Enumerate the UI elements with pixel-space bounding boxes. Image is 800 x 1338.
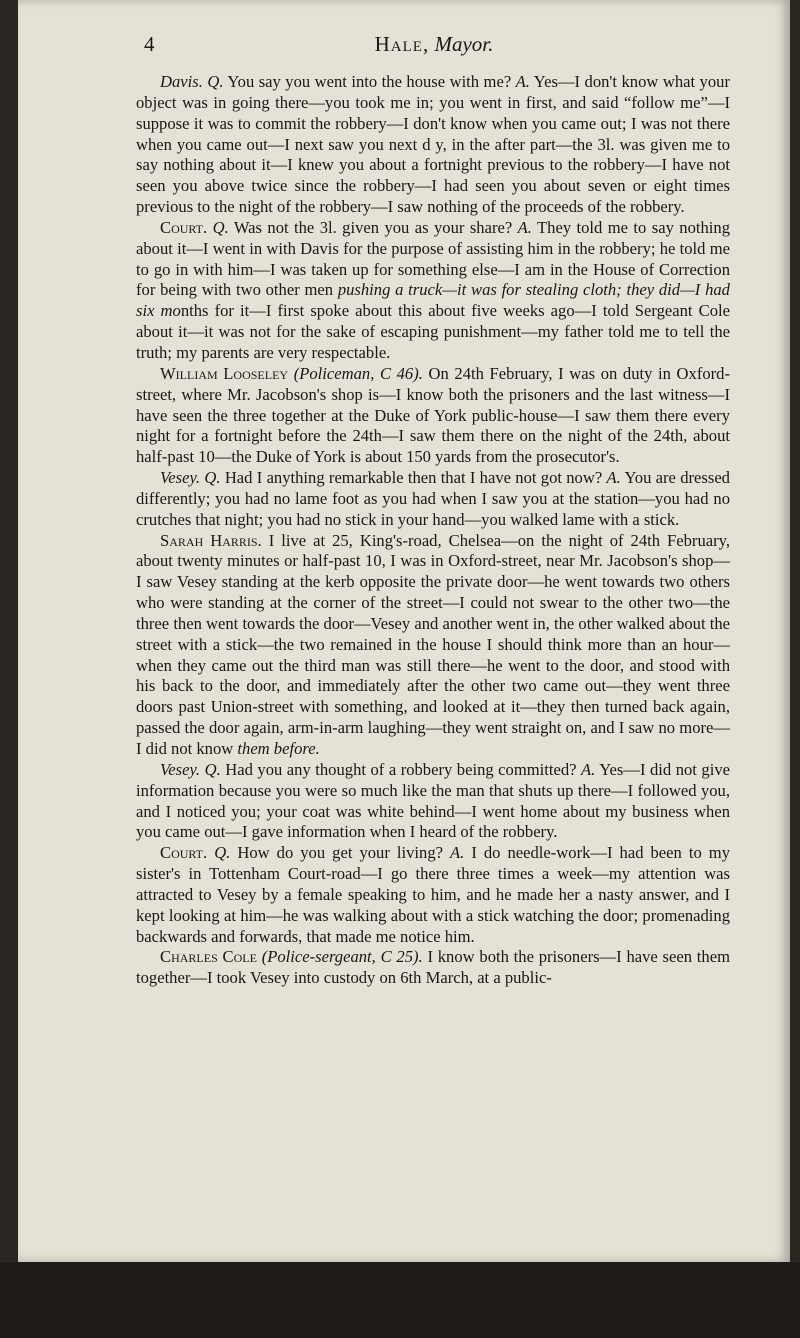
question-marker: Q. (214, 843, 231, 863)
witness-name: Sarah Harris. (160, 530, 262, 550)
speaker: Davis. (160, 72, 203, 91)
question-text: Had you any thought of a robbery being committed? (220, 759, 582, 779)
answer-marker: A. (515, 72, 530, 91)
paragraph-witness-looseley (136, 364, 730, 468)
question-marker: Q. (212, 217, 229, 237)
running-title-name: Hale, (374, 32, 430, 56)
running-title-office: Mayor. (434, 32, 494, 56)
question-marker: Q. (207, 72, 224, 91)
question-marker: Q. (204, 468, 221, 488)
paragraph-court-exchange-2 (136, 843, 730, 947)
paragraph-vesey-exchange-2 (136, 760, 730, 843)
question-text: You say you went into the house with me? (223, 72, 516, 91)
speaker: Court. (160, 217, 208, 237)
testimony-text: I live at 25, King's-road, Chelsea—on the night of 24th February, about twenty minutes or half-past 10, I was in Oxford-street, near Mr. Jacobson's shop—I saw Vesey standing at the kerb opposite the private door—he went towards two others who were standing at the corner of the street—I could not swear to the other two—the three then went towards the door—Vesey and another went in, the other walked about the street with a stick—the two remained in the house I should think more than an hour—when they came out the third man was still there—he went to the door, and stood with his back to the door, and immediately after the other two came out—they went three doors past Union-street with something, and looked at it—they then turned back again, passed the door again, arm-in-arm laughing—they went straight on, and I saw no more—I did not know (136, 530, 731, 758)
answer-text: They told me to say nothing about it—I went in with Davis for the purpose of assisting him in the robbery; he told me to go in with him—I was taken up for something else—I am in the House of Correction for being with two other men (136, 217, 730, 300)
answer-text: Yes—I did not give information because you were so much like the man that shuts up there—I followed you, and I noticed you; your coat was white behind—I went home about my business when you came out—I gave information when I heard of the robbery. (136, 759, 730, 842)
paragraph-witness-cole (136, 947, 730, 989)
paragraph-vesey-exchange (136, 468, 730, 531)
paragraph-court-exchange (136, 218, 730, 364)
answer-marker: A. (450, 843, 465, 863)
testimony-text: I know both the prisoners—I have seen them together—I took Vesey into custody on 6th March, at a public- (136, 947, 730, 988)
answer-text-continued: nths for it—I first spoke about this about five weeks ago—I told Sergeant Cole about it—it was not for the sake of escaping punishment—my father told me to tell the truth; my parents are very respectable. (136, 301, 730, 362)
testimony-text-italic: them before. (237, 739, 320, 758)
running-title (114, 32, 754, 57)
page-number: 4 (144, 32, 155, 56)
question-text: Had I anything remarkable then that I have not got now? (220, 468, 607, 488)
answer-marker: A. (581, 759, 596, 779)
speaker: Vesey. (160, 759, 201, 779)
paragraph-davis-exchange (136, 72, 730, 218)
question-text: How do you get your living? (230, 843, 450, 863)
speaker: Vesey. (160, 468, 201, 488)
answer-marker: A. (606, 468, 621, 488)
answer-marker: A. (517, 217, 532, 237)
answer-text: I do needle-work—I had been to my sister's in Tottenham Court-road—I go there three times a week—my attention was attracted to Vesey by a female speaking to him, and he made her a nasty answer, and I kept looking at him—he was walking about with a stick watching the door; promenading backwards and forwards, that made me notice him. (136, 843, 730, 946)
witness-role: (Police-sergeant, C 25). (261, 947, 423, 967)
paragraph-witness-harris (136, 531, 730, 760)
question-text: Was not the 3l. given you as your share? (228, 217, 518, 237)
question-marker: Q. (204, 759, 221, 779)
book-page (18, 0, 790, 1262)
answer-text: You are dressed differently; you had no lame foot as you had when I saw you at the station—you had no crutches that night; you had no stick in your hand—you walked lame with a stick. (136, 468, 730, 529)
answer-text-italic: pushing a truck—it was for stealing cloth; they did—I had six mo (136, 280, 730, 321)
speaker: Court. (160, 843, 208, 863)
page-body (136, 72, 730, 989)
witness-role: (Policeman, C 46). (293, 363, 423, 383)
testimony-text: On 24th February, I was on duty in Oxford-street, where Mr. Jacobson's shop is—I know both the prisoners and the last witness—I have seen the three together at the Duke of York public-house—I saw them there every night for a fortnight before the 24th—I saw them there on the night of the 24th, about half-past 10—the Duke of York is about 150 yards from the prosecutor's. (136, 363, 731, 467)
scan-background (0, 1262, 800, 1338)
witness-name: Charles Cole (160, 947, 257, 967)
answer-text: Yes—I don't know what your object was in going there—you took me in; you went in first, and said “follow me”—I suppose it was to commit the robbery—I don't know when you came out; I was not there when you came out—I next saw you next d y, in the after part—the 3l. was given me to say nothing about it—I knew you about a fortnight previous to the robbery—I have not seen you above twice since the robbery—I had seen you about seven or eight times previous to the night of the robbery—I saw nothing of the proceeds of the robbery. (136, 72, 730, 217)
witness-name: William Looseley (160, 363, 289, 383)
page-header (114, 32, 754, 62)
